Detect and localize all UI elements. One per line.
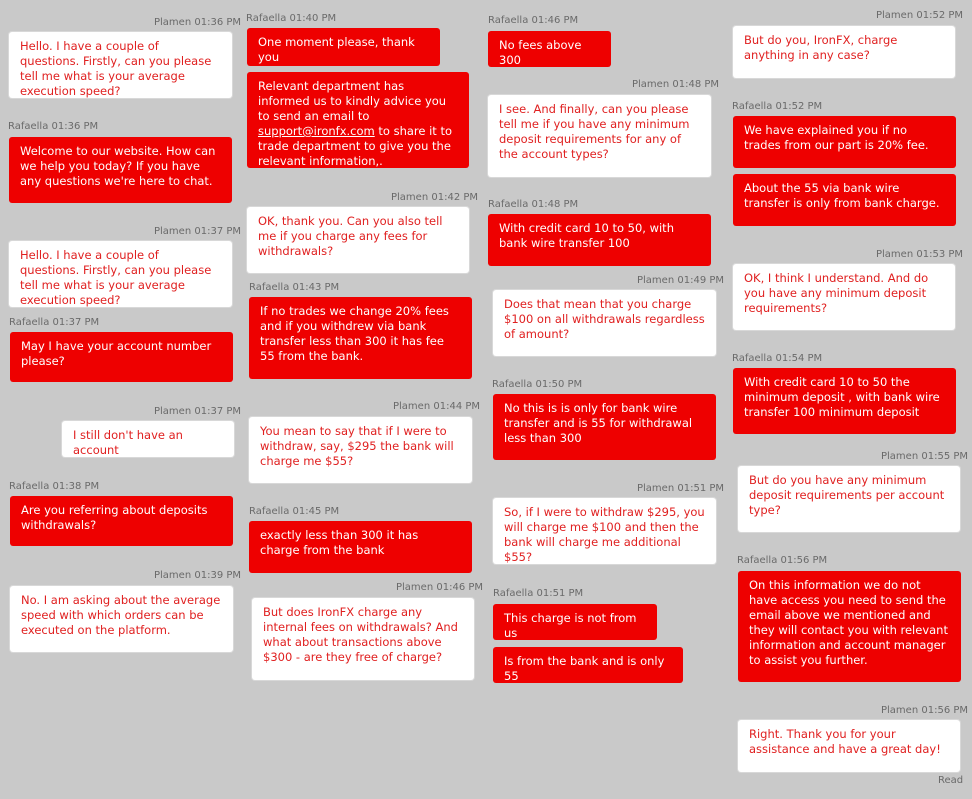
message-time: 01:51 PM	[536, 588, 584, 599]
sender-name: Rafaella	[9, 481, 50, 492]
message-time: 01:37 PM	[194, 226, 242, 237]
user-message	[493, 498, 716, 564]
message-meta	[249, 282, 339, 293]
user-message	[62, 421, 234, 457]
message-time: 01:52 PM	[775, 101, 823, 112]
sender-name: Plamen	[637, 483, 675, 494]
message-time: 01:52 PM	[916, 10, 964, 21]
support-email-link[interactable]: support@ironfx.com	[258, 124, 375, 138]
message-meta	[732, 353, 822, 364]
sender-name: Plamen	[154, 406, 192, 417]
message-time: 01:44 PM	[433, 401, 481, 412]
message-text: OK, thank you. Can you also tell me if you charge any fees for withdrawals?	[258, 214, 443, 258]
user-message	[488, 95, 711, 177]
message-text: No. I am asking about the average speed with which orders can be executed on the platform.	[21, 593, 221, 637]
message-text: I still don't have an account	[73, 428, 183, 457]
message-text: But do you, IronFX, charge anything in any case?	[744, 33, 898, 62]
message-text: Are you referring about deposits withdrawals?	[21, 503, 208, 532]
message-text: About the 55 via bank wire transfer is only from bank charge.	[744, 181, 940, 210]
sender-name: Rafaella	[732, 101, 773, 112]
agent-message	[733, 174, 956, 226]
message-time: 01:43 PM	[292, 282, 340, 293]
message-meta	[154, 406, 242, 417]
sender-name: Rafaella	[9, 317, 50, 328]
message-meta	[637, 275, 725, 286]
message-time: 01:39 PM	[194, 570, 242, 581]
sender-name: Plamen	[637, 275, 675, 286]
message-time: 01:46 PM	[436, 582, 484, 593]
message-text: With credit card 10 to 50, with bank wire transfer 100	[499, 221, 674, 250]
message-time: 01:50 PM	[535, 379, 583, 390]
message-time: 01:42 PM	[431, 192, 479, 203]
message-meta	[732, 101, 822, 112]
agent-message	[247, 72, 469, 168]
sender-name: Plamen	[393, 401, 431, 412]
user-message	[252, 598, 474, 680]
agent-message	[10, 332, 233, 382]
message-text: OK, I think I understand. And do you have any minimum deposit requirements?	[744, 271, 929, 315]
message-time: 01:48 PM	[531, 199, 579, 210]
message-time: 01:40 PM	[289, 13, 337, 24]
message-text: No this is is only for bank wire transfer and is 55 for withdrawal less than 300	[504, 401, 693, 445]
message-text: One moment please, thank you	[258, 35, 415, 64]
message-text: Is from the bank and is only 55	[504, 654, 665, 683]
message-meta	[492, 379, 582, 390]
sender-name: Rafaella	[246, 13, 287, 24]
user-message	[9, 241, 232, 307]
sender-name: Rafaella	[488, 15, 529, 26]
sender-name: Rafaella	[249, 506, 290, 517]
sender-name: Rafaella	[492, 379, 533, 390]
sender-name: Plamen	[396, 582, 434, 593]
message-meta	[391, 192, 479, 203]
user-message	[738, 466, 960, 532]
agent-message	[9, 137, 232, 203]
message-meta	[154, 226, 242, 237]
message-text: Hello. I have a couple of questions. Firstly, can you please tell me what is your average execution speed?	[20, 39, 212, 98]
sender-name: Plamen	[391, 192, 429, 203]
message-time: 01:36 PM	[51, 121, 99, 132]
message-text: We have explained you if no trades from our part is 20% fee.	[744, 123, 929, 152]
message-meta	[154, 17, 242, 28]
sender-name: Plamen	[632, 79, 670, 90]
agent-message	[488, 214, 711, 266]
message-text: to share it to trade department to give you the relevant information,.	[258, 124, 453, 168]
sender-name: Rafaella	[8, 121, 49, 132]
message-time: 01:36 PM	[194, 17, 242, 28]
agent-message	[247, 28, 440, 66]
message-text: Does that mean that you charge $100 on all withdrawals regardless of amount?	[504, 297, 705, 341]
read-status: Read	[938, 775, 964, 786]
message-meta	[393, 401, 481, 412]
message-text: May I have your account number please?	[21, 339, 212, 368]
message-time: 01:45 PM	[292, 506, 340, 517]
message-time: 01:56 PM	[780, 555, 828, 566]
message-meta	[488, 15, 578, 26]
message-text: So, if I were to withdraw $295, you will charge me $100 and then the bank will charge me additional $55?	[504, 505, 705, 564]
sender-name: Plamen	[881, 451, 919, 462]
sender-name: Rafaella	[732, 353, 773, 364]
user-message	[493, 290, 716, 356]
message-text: Welcome to our website. How can we help you today? If you have any questions we're here to chat.	[20, 144, 216, 188]
message-text: exactly less than 300 it has charge from the bank	[260, 528, 419, 557]
user-message	[733, 26, 955, 78]
message-time: 01:49 PM	[677, 275, 725, 286]
message-time: 01:38 PM	[52, 481, 100, 492]
message-meta	[881, 451, 969, 462]
message-time: 01:46 PM	[531, 15, 579, 26]
message-time: 01:56 PM	[921, 705, 969, 716]
message-text: With credit card 10 to 50 the minimum deposit , with bank wire transfer 100 minimum deposit	[744, 375, 940, 419]
sender-name: Rafaella	[249, 282, 290, 293]
message-text: Right. Thank you for your assistance and have a great day!	[749, 727, 941, 756]
message-text: But do you have any minimum deposit requirements per account type?	[749, 473, 945, 517]
message-time: 01:51 PM	[677, 483, 725, 494]
message-meta	[396, 582, 484, 593]
message-text: On this information we do not have access you need to send the email above we mentioned and they will contact you with relevant information and account manager to assist you further.	[749, 578, 948, 667]
message-text: Relevant department has informed us to kindly advice you to send an email to	[258, 79, 447, 123]
message-meta	[493, 588, 583, 599]
agent-message	[249, 297, 472, 379]
message-meta	[876, 10, 964, 21]
agent-message	[249, 521, 472, 573]
message-meta	[881, 705, 969, 716]
sender-name: Rafaella	[737, 555, 778, 566]
message-meta	[9, 317, 99, 328]
user-message	[247, 207, 469, 273]
message-text: This charge is not from us	[504, 611, 637, 640]
message-text: No fees above 300	[499, 38, 582, 67]
sender-name: Rafaella	[488, 199, 529, 210]
message-text: Hello. I have a couple of questions. Firstly, can you please tell me what is your average execution speed?	[20, 248, 212, 307]
agent-message	[733, 116, 956, 168]
message-meta	[632, 79, 720, 90]
message-time: 01:48 PM	[672, 79, 720, 90]
message-meta	[876, 249, 964, 260]
message-time: 01:53 PM	[916, 249, 964, 260]
message-text: But does IronFX charge any internal fees on withdrawals? And what about transactions above $300 - are they free of charge?	[263, 605, 458, 664]
agent-message	[488, 31, 611, 67]
agent-message	[733, 368, 956, 434]
user-message	[9, 32, 232, 98]
user-message	[249, 417, 472, 483]
user-message	[733, 264, 955, 330]
sender-name: Plamen	[876, 10, 914, 21]
message-text: You mean to say that if I were to withdraw, say, $295 the bank will charge me $55?	[260, 424, 454, 468]
user-message	[10, 586, 233, 652]
message-meta	[9, 481, 99, 492]
agent-message	[10, 496, 233, 546]
user-message	[738, 720, 960, 772]
message-time: 01:37 PM	[194, 406, 242, 417]
message-meta	[249, 506, 339, 517]
message-meta	[154, 570, 242, 581]
sender-name: Plamen	[876, 249, 914, 260]
message-time: 01:37 PM	[52, 317, 100, 328]
message-time: 01:54 PM	[775, 353, 823, 364]
agent-message	[493, 604, 657, 640]
sender-name: Plamen	[154, 226, 192, 237]
sender-name: Plamen	[881, 705, 919, 716]
message-meta	[8, 121, 98, 132]
message-text: If no trades we change 20% fees and if you withdrew via bank transfer less than 300 it has fee 55 from the bank.	[260, 304, 449, 363]
agent-message	[738, 571, 961, 682]
message-meta	[246, 13, 336, 24]
message-meta	[737, 555, 827, 566]
agent-message	[493, 394, 716, 460]
message-time: 01:55 PM	[921, 451, 969, 462]
sender-name: Rafaella	[493, 588, 534, 599]
agent-message	[493, 647, 683, 683]
sender-name: Plamen	[154, 17, 192, 28]
message-meta	[488, 199, 578, 210]
sender-name: Plamen	[154, 570, 192, 581]
message-meta	[637, 483, 725, 494]
message-text: I see. And finally, can you please tell me if you have any minimum deposit requirements for any of the account types?	[499, 102, 690, 161]
